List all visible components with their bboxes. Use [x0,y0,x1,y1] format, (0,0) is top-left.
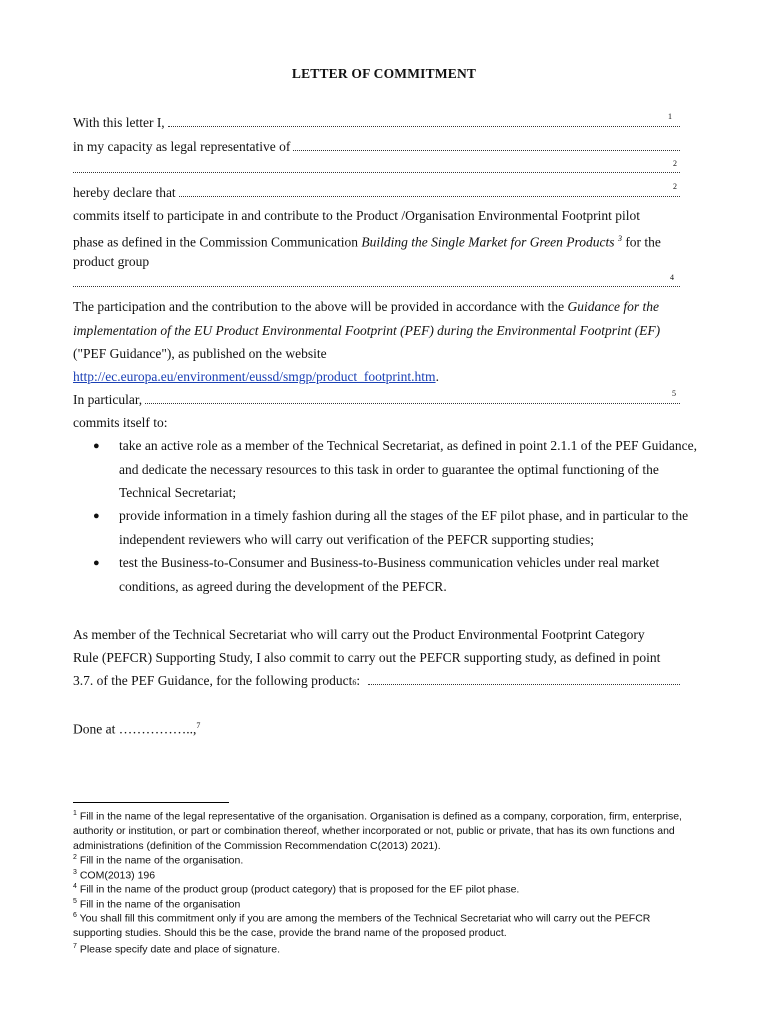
footnote-mark-2b: 2 [673,182,677,191]
representative-name-line [73,114,680,132]
organisation-line [73,138,680,156]
member-paragraph-3: 3.7. of the PEF Guidance, for the following product 6 : [73,672,680,690]
guidance-title-2: implementation of the EU Product Environmental Footprint (PEF) during the Environmental Footprint (EF) [73,323,661,338]
declared-organisation-field[interactable] [179,184,680,197]
footnote-1-mark: 1 [73,810,77,817]
member-paragraph-3-text: 3.7. of the PEF Guidance, for the following product [73,673,353,688]
guidance-title-1: Guidance for the [567,299,659,314]
footnote-7-text: Please specify date and place of signature. [79,943,281,956]
footnote-separator [73,802,229,803]
footnote-mark-5: 5 [672,389,676,398]
capacity-label: in my capacity as legal representative of [73,139,291,154]
bullet-item-3: test the Business-to-Consumer and Business-to-Business communication vehicles under real market conditions, as agreed during the development of the PEFCR. [119,555,660,594]
commits-text-1: commits itself to participate in and contribute to the Product /Organisation Environmental Footprint pilot [73,208,641,223]
footnote-mark-7: 7 [196,721,201,730]
footnote-mark-4: 4 [670,273,674,282]
footnote-mark-6: 6 [352,678,357,687]
with-letter-label: With this letter I, [73,115,165,130]
footnote-mark-3: 3 [617,234,622,243]
organisation-field[interactable] [293,138,680,151]
representative-name-field[interactable] [168,114,680,127]
communication-title: Building the Single Market for Green Products [361,234,615,250]
done-at-text: Done at …………….., [73,721,197,737]
commits-to-label: commits itself to: [73,415,168,430]
product-group-field[interactable] [73,274,680,287]
footnote-7 [73,940,698,957]
website-period: . [435,369,439,384]
footnote-1 [73,807,698,853]
done-at-line [73,717,200,739]
commits-text-2 [73,230,661,252]
footnote-6-text: You shall fill this commitment only if you are among the members of the Technical Secretariat who will carry out the PEFCR supporting studies. Should this be the case, provide the brand name of the proposed product. [73,912,651,940]
in-particular-field[interactable] [145,391,680,404]
footnote-2-text: Fill in the name of the organisation. [79,854,244,867]
footnote-5-text: Fill in the name of the organisation [79,898,241,911]
product-group-line [73,274,680,292]
organisation-continuation-line [73,160,680,178]
product-brand-field[interactable] [368,672,680,685]
participation-text-3: ("PEF Guidance"), as published on the website [73,346,327,361]
footnote-3-mark: 3 [73,869,77,876]
bullet-2-icon: ● [93,510,100,522]
in-particular-line [73,391,680,409]
product-group-label: product group [73,254,150,269]
commits-text-2a: phase as defined in the Commission Communication [73,234,362,250]
footnote-5-mark: 5 [73,898,77,905]
commits-text-2b: for the [621,234,661,250]
organisation-field-continued[interactable] [73,160,680,173]
declare-label: hereby declare that [73,185,176,200]
footnote-6-mark: 6 [73,912,77,919]
bullet-1-icon: ● [93,440,100,452]
participation-text-2 [73,322,660,340]
footnote-4-text: Fill in the name of the product group (product category) that is proposed for the EF pilot phase. [79,883,520,896]
website-link[interactable]: http://ec.europa.eu/environment/eussd/smgp/product_footprint.htm [73,369,436,384]
footnote-mark-2a: 2 [673,159,677,168]
footnote-mark-1: 1 [668,112,672,121]
bullet-item-2: provide information in a timely fashion during all the stages of the EF pilot phase, and in particular to the independent reviewers who will carry out verification of the PEFCR supporting studies; [119,508,689,547]
member-paragraph-1: As member of the Technical Secretariat who will carry out the Product Environmental Footprint Category [73,627,645,642]
footnote-4-mark: 4 [73,883,77,890]
declare-line [73,184,680,202]
document-title: LETTER OF COMMITMENT [291,66,477,81]
bullet-item-1: take an active role as a member of the Technical Secretariat, as defined in point 2.1.1 of the PEF Guidance, and dedicate the necessary resources to this task in order to guarantee the optimal functioning of the Technical Secretariat; [119,438,697,500]
footnote-1-text: Fill in the name of the legal representative of the organisation. Organisation is defined as a company, corporation, firm, enterprise, authority or institution, or part or combination thereof, whether incorporated or not, public or private, that has its own functions and administrations (definition of the Commission Recommendation C(2013) 2021). [73,810,682,852]
member-paragraph-2: Rule (PEFCR) Supporting Study, I also commit to carry out the PEFCR supporting study, as defined in point [73,650,661,665]
bullet-3-icon: ● [93,557,100,569]
in-particular-label: In particular, [73,392,143,407]
footnote-2-mark: 2 [73,854,77,861]
footnote-3-text: COM(2013) 196 [79,869,156,882]
website-line [73,368,439,386]
participation-text-1a: The participation and the contribution to the above will be provided in accordance with the [73,299,568,314]
footnote-7-mark: 7 [73,943,77,950]
participation-text-1 [73,298,659,316]
footnote-6 [73,909,698,941]
